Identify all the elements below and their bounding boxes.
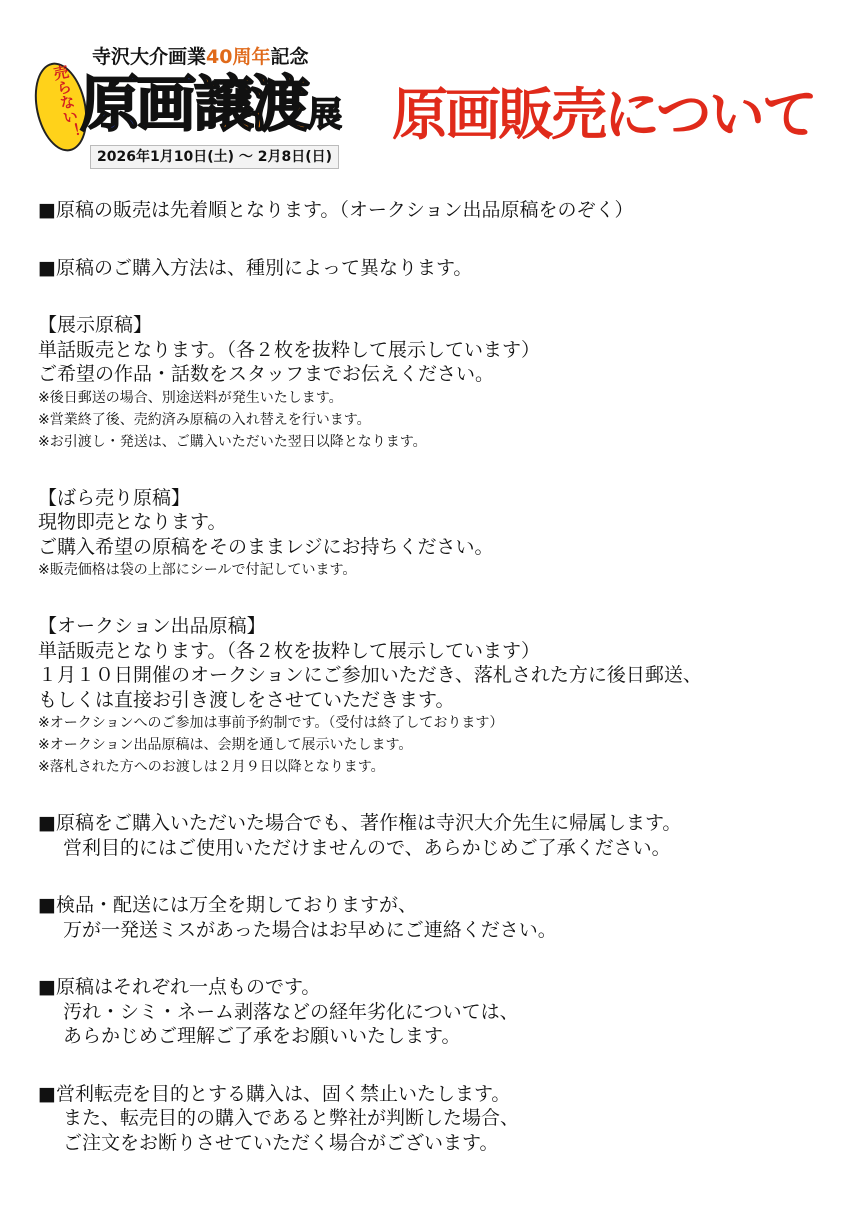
s8-line-1: ■原稿はそれぞれ一点ものです。 (38, 976, 321, 998)
s5-line-3: もしくは直接お引き渡しをさせていただきます。 (38, 688, 455, 711)
logo-dates: 2026年1月10日(土) ～ 2月8日(日) (90, 145, 339, 169)
s4-line-1: 現物即売となります。 (38, 511, 227, 533)
s6-line-2: 営利目的にはご使用いただけませんので、あらかじめご了承ください。 (63, 836, 671, 859)
exhibition-logo (80, 68, 342, 142)
s9-line-2: また、転売目的の購入であると弊社が判断した場合、 (63, 1107, 520, 1129)
s7-line-1: ■検品・配送には万全を期しておりますが、 (38, 894, 417, 916)
logo-title-a: 原画 (80, 70, 192, 140)
logo-subtitle-accent: 40周年 (206, 46, 271, 68)
s1-line-1: ■原稿の販売は先着順となります。（オークション出品原稿をのぞく） (38, 199, 634, 221)
s3-note-3: ※お引渡し・発送は、ご購入いただいた翌日以降となります。 (38, 433, 427, 450)
page-title: 原画販売について (392, 82, 815, 148)
s3-line-1: 単話販売となります。（各２枚を抜粋して展示しています） (38, 338, 540, 361)
logo-subtitle (92, 42, 308, 69)
s8-line-3: あらかじめご理解ご了承をお願いいたします。 (63, 1025, 461, 1047)
s5-note-3: ※落札された方へのお渡しは２月９日以降となります。 (38, 759, 385, 775)
notice-body (38, 198, 838, 1155)
logo-title-b: 譲渡 (194, 70, 306, 140)
s9-line-1: ■営利転売を目的とする購入は、固く禁止いたします。 (38, 1082, 511, 1105)
logo-title-c: 展 (308, 95, 342, 135)
header (0, 0, 859, 185)
logo-burst-text: 売らない！ (50, 63, 84, 141)
s3-heading: 【展示原稿】 (38, 314, 153, 336)
s4-heading: 【ばら売り原稿】 (38, 486, 191, 509)
s3-note-1: ※後日郵送の場合、別途送料が発生いたします。 (38, 389, 343, 406)
s2-line-1: ■原稿のご購入方法は、種別によって異なります。 (38, 256, 473, 279)
s5-line-2: １月１０日開催のオークションにご参加いただき、落札された方に後日郵送、 (38, 664, 702, 686)
logo-subtitle-pre: 寺沢大介画業 (92, 46, 207, 68)
s6-line-1: ■原稿をご購入いただいた場合でも、著作権は寺沢大介先生に帰属します。 (38, 812, 682, 834)
logo-subtitle-post: 記念 (270, 46, 309, 68)
s5-heading: 【オークション出品原稿】 (38, 615, 266, 637)
s4-note-1: ※販売価格は袋の上部にシールで付記しています。 (38, 562, 357, 578)
s5-note-1: ※オークションへのご参加は事前予約制です。（受付は終了しております） (38, 715, 504, 731)
s5-line-1: 単話販売となります。（各２枚を抜粋して展示しています） (38, 639, 540, 662)
s4-line-2: ご購入希望の原稿をそのままレジにお持ちください。 (38, 535, 494, 558)
s3-line-2: ご希望の作品・話数をスタッフまでお伝えください。 (38, 363, 495, 385)
s3-note-2: ※営業終了後、売約済み原稿の入れ替えを行います。 (38, 411, 371, 428)
s7-line-2: 万が一発送ミスがあった場合はお早めにご連絡ください。 (63, 918, 557, 941)
s9-line-3: ご注文をお断りさせていただく場合がございます。 (63, 1131, 499, 1154)
s8-line-2: 汚れ・シミ・ネーム剥落などの経年劣化については、 (63, 1000, 519, 1023)
s5-note-2: ※オークション出品原稿は、会期を通して展示いたします。 (38, 737, 413, 753)
